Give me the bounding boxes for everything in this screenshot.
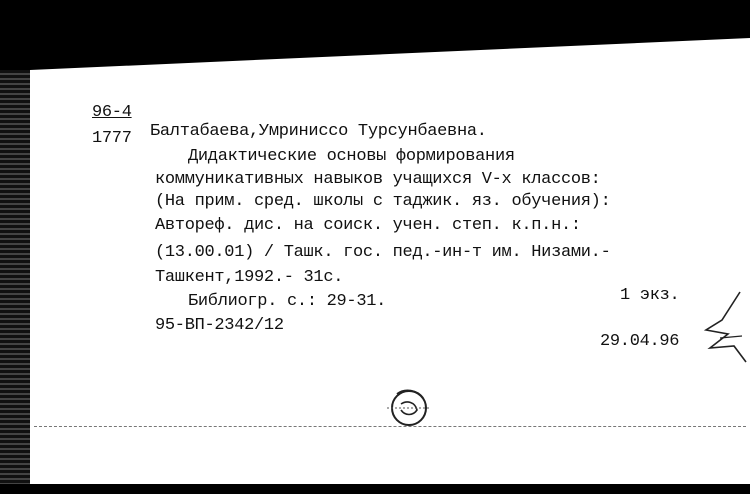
call-number: 96-4 bbox=[92, 103, 132, 122]
accession-number: 95-ВП-2342/12 bbox=[155, 316, 284, 335]
handwritten-signature bbox=[700, 290, 748, 370]
title-line: (13.00.01) / Ташк. гос. пед.-ин-т им. Низами.- bbox=[155, 243, 611, 262]
title-line: (На прим. сред. школы с таджик. яз. обучения): bbox=[155, 192, 611, 211]
title-line: Автореф. дис. на соиск. учен. степ. к.п.н.: bbox=[155, 216, 581, 235]
title-line: коммуникативных навыков учащихся V-х классов: bbox=[155, 170, 601, 189]
entry-number: 1777 bbox=[92, 129, 132, 148]
copies-count: 1 экз. bbox=[620, 286, 680, 305]
bibliography-note: Библиогр. с.: 29-31. bbox=[188, 292, 387, 311]
scan-bottom-edge bbox=[0, 484, 750, 494]
card-dashed-rule bbox=[34, 426, 746, 427]
date-stamp: 29.04.96 bbox=[600, 332, 680, 351]
scan-left-edge bbox=[0, 70, 30, 484]
title-line: Ташкент,1992.- 31с. bbox=[155, 268, 344, 287]
author-name: Балтабаева,Умриниссо Турсунбаевна. bbox=[150, 122, 487, 141]
title-line: Дидактические основы формирования bbox=[188, 147, 515, 166]
